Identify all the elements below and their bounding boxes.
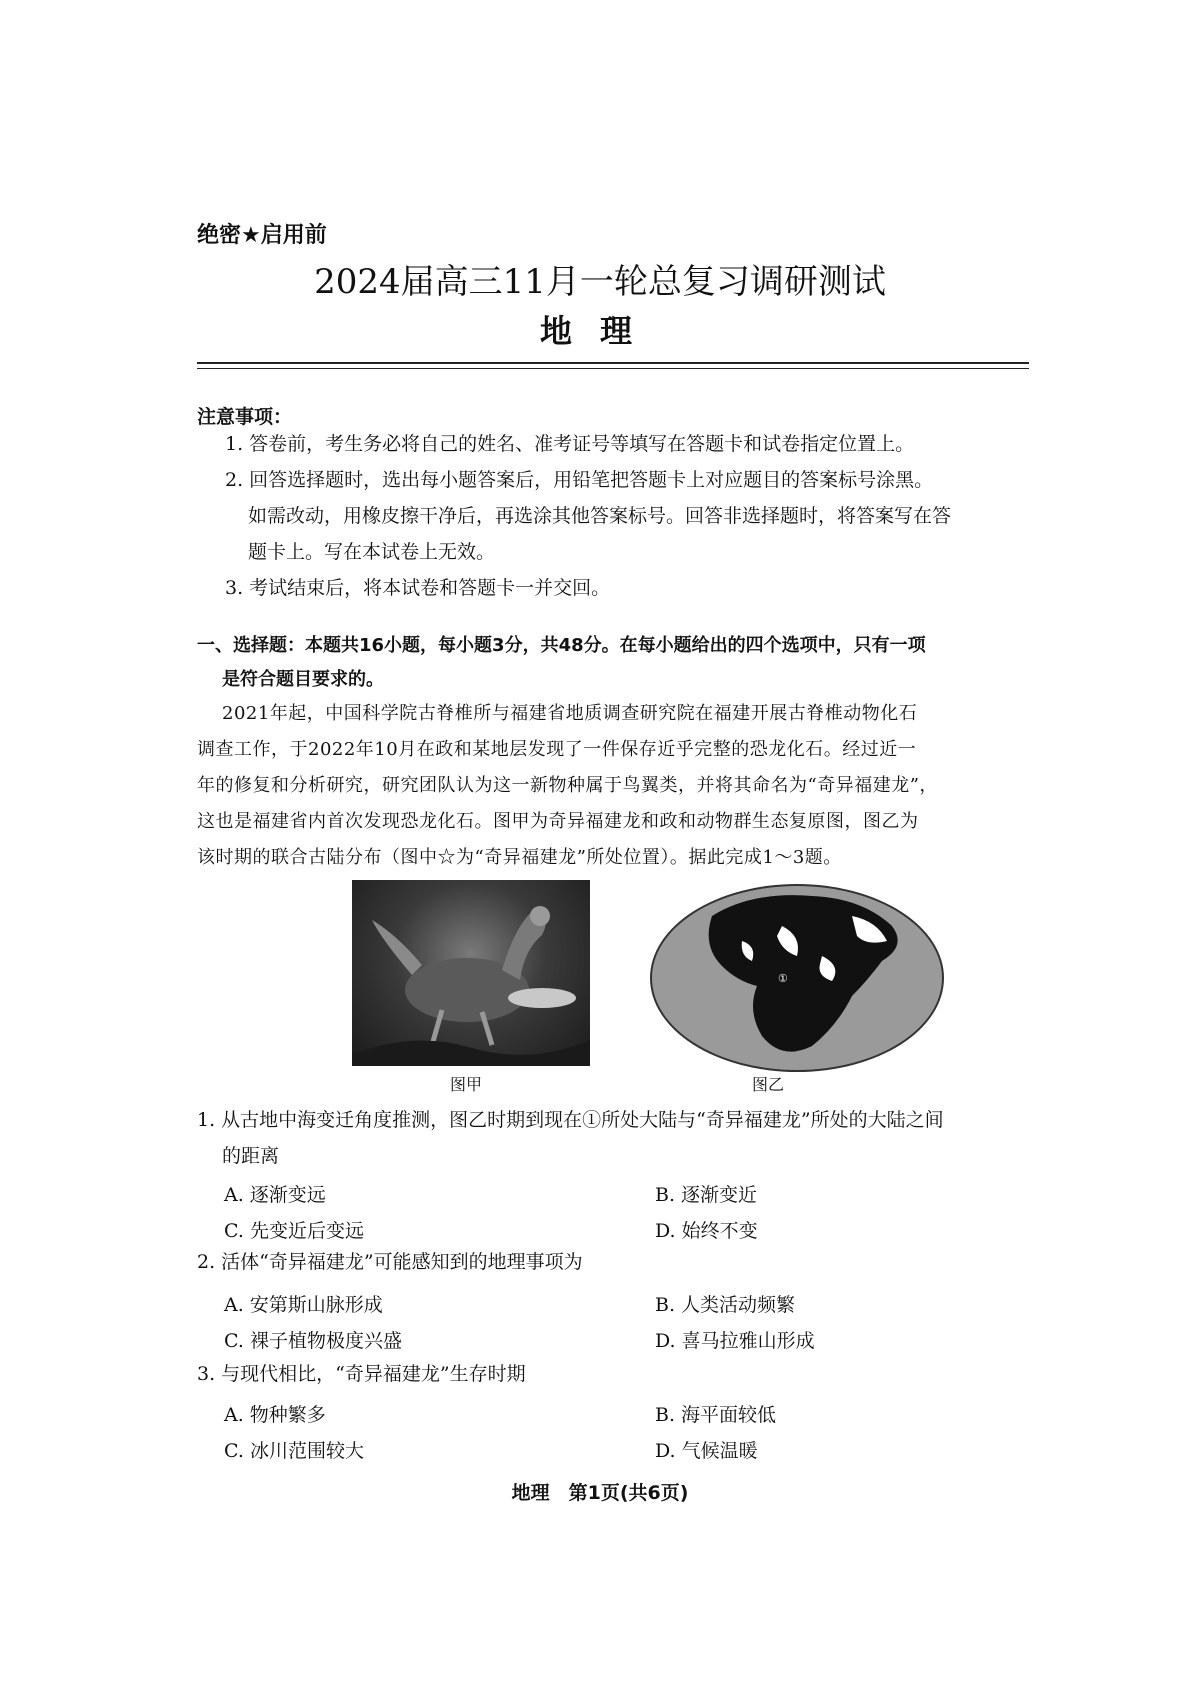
header-rule-thick	[197, 362, 1029, 364]
question-3-stem: 3. 与现代相比，“奇异福建龙”生存时期	[197, 1363, 526, 1385]
question-2-stem: 2. 活体“奇异福建龙”可能感知到的地理事项为	[197, 1251, 583, 1273]
q1-option-c[interactable]: C. 先变近后变远	[224, 1220, 364, 1242]
q1-option-b[interactable]: B. 逐渐变近	[655, 1184, 758, 1206]
notice-item: 如需改动，用橡皮擦干净后，再选涂其他答案标号。回答非选择题时，将答案写在答	[248, 505, 952, 527]
passage-line: 这也是福建省内首次发现恐龙化石。图甲为奇异福建龙和政和动物群生态复原图，图乙为	[197, 811, 919, 832]
section-instruction-cont: 是符合题目要求的。	[222, 669, 384, 690]
exam-title: 2024届高三11月一轮总复习调研测试	[314, 262, 886, 302]
q3-option-a[interactable]: A. 物种繁多	[224, 1404, 326, 1426]
location-marker-1: ①	[778, 972, 788, 985]
figure-b-caption: 图乙	[752, 1075, 785, 1094]
pangaea-map	[650, 884, 944, 1072]
dinosaur-reconstruction-image	[352, 880, 590, 1066]
notice-item: 3. 考试结束后，将本试卷和答题卡一并交回。	[225, 577, 611, 599]
q2-option-b[interactable]: B. 人类活动频繁	[655, 1294, 796, 1316]
notice-item: 题卡上。写在本试卷上无效。	[248, 541, 496, 563]
passage-line: 调查工作，于2022年10月在政和某地层发现了一件保存近乎完整的恐龙化石。经过近一	[197, 739, 917, 760]
q3-option-d[interactable]: D. 气候温暖	[655, 1440, 758, 1462]
dinosaur-illustration	[352, 880, 590, 1066]
passage-line: 2021年起，中国科学院古脊椎所与福建省地质调查研究院在福建开展古脊椎动物化石	[222, 703, 918, 724]
confidential-label: 绝密★启用前	[197, 223, 327, 248]
q3-option-b[interactable]: B. 海平面较低	[655, 1404, 777, 1426]
subject-title: 地理	[539, 312, 660, 350]
passage-line: 该时期的联合古陆分布（图中☆为“奇异福建龙”所处位置）。据此完成1～3题。	[197, 847, 842, 868]
question-1-stem-cont: 的距离	[222, 1145, 280, 1167]
q3-option-c[interactable]: C. 冰川范围较大	[224, 1440, 364, 1462]
pangaea-landmass	[652, 886, 942, 1070]
figure-a-caption: 图甲	[450, 1075, 483, 1094]
question-1-stem: 1. 从古地中海变迁角度推测，图乙时期到现在①所处大陆与“奇异福建龙”所处的大陆之间	[197, 1109, 944, 1131]
page-footer: 地理 第1页(共6页)	[511, 1482, 689, 1504]
q1-option-d[interactable]: D. 始终不变	[655, 1220, 758, 1242]
q1-option-a[interactable]: A. 逐渐变远	[224, 1184, 326, 1206]
passage-line: 年的修复和分析研究，研究团队认为这一新物种属于鸟翼类，并将其命名为“奇异福建龙”，	[197, 775, 938, 796]
notice-item: 1. 答卷前，考生务必将自己的姓名、准考证号等填写在答题卡和试卷指定位置上。	[225, 433, 915, 455]
notice-heading: 注意事项：	[197, 406, 293, 428]
notice-item: 2. 回答选择题时，选出每小题答案后，用铅笔把答题卡上对应题目的答案标号涂黑。	[225, 469, 934, 491]
q2-option-c[interactable]: C. 裸子植物极度兴盛	[224, 1330, 402, 1352]
section-instruction: 一、选择题：本题共16小题，每小题3分，共48分。在每小题给出的四个选项中，只有一项	[197, 635, 926, 656]
q2-option-d[interactable]: D. 喜马拉雅山形成	[655, 1330, 815, 1352]
q2-option-a[interactable]: A. 安第斯山脉形成	[224, 1294, 383, 1316]
header-rule-thin	[197, 368, 1029, 369]
